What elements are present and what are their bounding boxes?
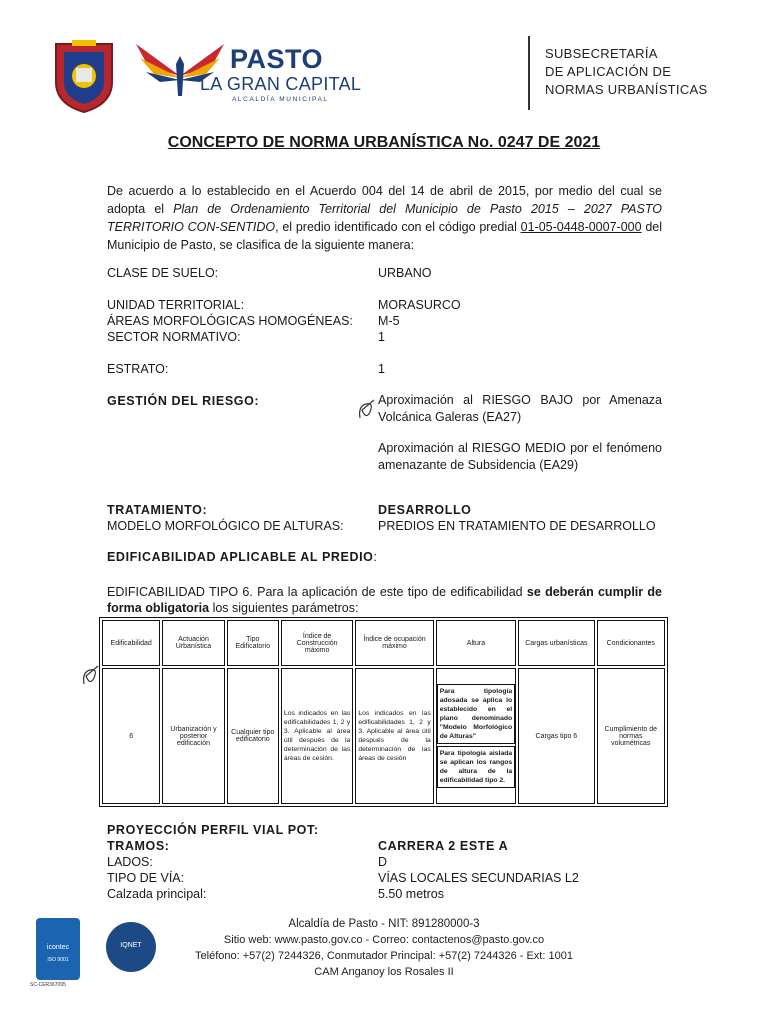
table-header: Cargas urbanísticas [518,620,594,666]
dept-line-2: DE APLICACIÓN DE [545,64,672,79]
table-header: Índice de ocupación máximo [355,620,433,666]
riesgo-2: Aproximación al RIESGO MEDIO por el fenómeno amenazante de Subsidencia (EA29) [378,441,662,472]
cell-edificabilidad: 6 [102,668,160,804]
footer-line-1: Alcaldía de Pasto - NIT: 891280000-3 [288,918,480,930]
lados-label: LADOS: [107,855,153,869]
unidad-label: UNIDAD TERRITORIAL: [107,298,245,312]
table-row [102,668,665,804]
cell-cargas: Cargas tipo 6 [518,668,594,804]
cell-altura [436,668,516,804]
predial-code: 01-05-0448-0007-000 [520,220,642,234]
edificabilidad-table [99,617,668,807]
badge-iso: ISO 9001 [47,957,69,963]
footer-line-3: Teléfono: +57(2) 7244326, Conmutador Principal: +57(2) 7244326 - Ext: 1001 [195,950,573,962]
dept-line-3: NORMAS URBANÍSTICAS [545,82,708,97]
footer-line-4: CAM Anganoy los Rosales II [314,966,454,978]
sector-value: 1 [378,330,385,344]
table-header: Edificabilidad [102,620,160,666]
edif-heading: EDIFICABILIDAD APLICABLE AL PREDIO: [107,550,377,564]
cell-indice-construccion: Los indicados en las edificabilidades 1, 2 y 3. Aplicable al área útil después de la determinación de las áreas de cesión. [281,668,353,804]
gestion-label: GESTIÓN DEL RIESGO: [107,394,260,408]
areas-value: M-5 [378,314,400,328]
badge-brand: icontec [46,944,70,951]
riesgo-1: Aproximación al RIESGO BAJO por Amenaza Volcánica Galeras (EA27) [378,393,662,424]
tratamiento-value: DESARROLLO [378,503,472,517]
cell-indice-ocupacion: Los indicados en las edificabilidades 1, 2 y 3. Aplicable al área útil después de la determinación de las áreas de cesión [355,668,433,804]
table-header: Altura [436,620,516,666]
table-header-row [102,620,665,666]
sector-label: SECTOR NORMATIVO: [107,330,241,344]
vial-heading: PROYECCIÓN PERFIL VIAL POT: [107,823,319,837]
table-header: Índice de Construcción máximo [281,620,353,666]
document-title: CONCEPTO DE NORMA URBANÍSTICA No. 0247 DE 2021 [167,134,601,151]
brand-main: PASTO [230,44,324,74]
tipo-via-value: VÍAS LOCALES SECUNDARIAS L2 [378,871,579,885]
cell-condicionantes: Cumplimiento de normas volumétricas [597,668,665,804]
edificabilidad-paragraph: EDIFICABILIDAD TIPO 6. Para la aplicación de este tipo de edificabilidad se deberán cumplir de forma obligatoria los siguientes parámetros: [107,585,662,615]
tratamiento-label: TRATAMIENTO: [107,503,208,517]
calzada-value: 5.50 metros [378,887,445,901]
calzada-label: Calzada principal: [107,887,207,901]
tipo-via-label: TIPO DE VÍA: [107,871,185,885]
header-divider [528,36,530,110]
estrato-value: 1 [378,362,385,376]
modelo-label: MODELO MORFOLÓGICO DE ALTURAS: [107,519,344,533]
edif-bold: se deberán cumplir de forma obligatoria [107,585,662,615]
altura-aislada: Para tipología aislada se aplican los rangos de altura de la edificabilidad tipo 2. [437,746,515,788]
estrato-label: ESTRATO: [107,362,169,376]
unidad-value: MORASURCO [378,298,461,312]
modelo-value: PREDIOS EN TRATAMIENTO DE DESARROLLO [378,519,656,533]
clase-label: CLASE DE SUELO: [107,266,219,280]
intro-paragraph: De acuerdo a lo establecido en el Acuerdo 004 del 14 de abril de 2015, por medio del cual se adopta el Plan de Ordenamiento Territorial del Municipio de Pasto 2015 – 2027 PASTO TERRITORIO CON-SENTIDO, el predio identificado con el código predial 01-05-0448-0007-000 del Municipio de Pasto, se clasifica de la siguiente manera: [107,184,663,252]
table-header: Actuación Urbanística [162,620,224,666]
plan-name: Plan de Ordenamiento Territorial del Municipio de Pasto 2015 – 2027 PASTO TERRITORIO CON-SENTIDO [107,202,662,234]
badge-code: SC-CER367095 [30,982,66,988]
tramos-label: TRAMOS: [107,839,170,853]
tramos-value: CARRERA 2 ESTE A [378,839,509,853]
footer-line-2: Sitio web: www.pasto.gov.co - Correo: contactenos@pasto.gov.co [223,934,545,946]
altura-adosada: Para tipología adosada se aplica lo establecido en el plano denominado "Modelo Morfológico de Alturas" [437,684,515,744]
areas-label: ÁREAS MORFOLÓGICAS HOMOGÉNEAS: [107,314,353,328]
signature-mark-2 [80,664,102,688]
brand-sub: LA GRAN CAPITAL [200,74,362,94]
table-header: Tipo Edificatorio [227,620,279,666]
dept-line-1: SUBSECRETARÍA [545,46,658,61]
cell-tipo: Cualquier tipo edificatorio [227,668,279,804]
lados-value: D [378,855,388,869]
clase-value: URBANO [378,266,432,280]
table-header: Condicionantes [597,620,665,666]
signature-mark [356,398,378,422]
coat-of-arms-logo [52,38,116,114]
badge2-text: IQNET [120,942,142,949]
cell-actuacion: Urbanización y posterior edificación [162,668,224,804]
brand-caption: ALCALDÍA MUNICIPAL [232,96,329,103]
